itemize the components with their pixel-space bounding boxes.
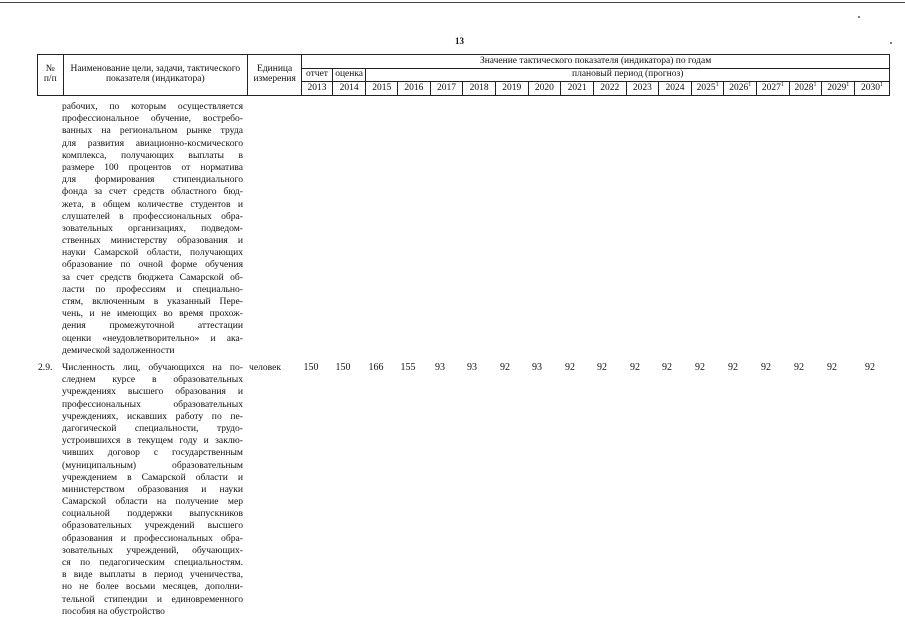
header-year: 2020 xyxy=(528,82,561,96)
description-line: размере 100 процентов от норматива xyxy=(62,161,243,173)
header-year: 2015 xyxy=(366,82,398,96)
description-line: зовательных учреждений, обучающих- xyxy=(62,544,243,556)
description-line: оценки «неудовлетворительно» и ака- xyxy=(62,332,243,344)
header-year: 2013 xyxy=(302,82,333,96)
value-cell: 92 xyxy=(500,362,510,373)
header-year: 2026$^1$ xyxy=(724,82,757,96)
indicator-table-header xyxy=(37,54,890,96)
scan-speck xyxy=(858,16,860,18)
row-number: 2.9. xyxy=(38,362,53,373)
description-line: рабочих, по которым осуществляется xyxy=(62,101,243,112)
description-line: чивших договор с государственным xyxy=(62,447,243,459)
description-line: пособия на обустройство xyxy=(62,605,165,617)
description-line: зовательных организациях, подведом- xyxy=(62,222,243,234)
indicator-description xyxy=(62,101,243,357)
description-line: но не более восьми месяцев, дополни- xyxy=(62,581,243,593)
unit-cell: человек xyxy=(249,362,282,373)
description-line: учреждениях высшего образования и xyxy=(62,386,243,398)
description-line: учреждением в Самарской области и xyxy=(62,471,243,483)
header-report: отчет xyxy=(302,69,333,82)
description-line: дагогической специальности, трудо- xyxy=(62,422,243,434)
value-cell: 92 xyxy=(794,362,804,373)
value-cell: 92 xyxy=(630,362,640,373)
value-cell: 92 xyxy=(865,362,875,373)
value-cell: 150 xyxy=(335,362,351,373)
value-cell: 92 xyxy=(597,362,607,373)
scan-speck xyxy=(890,42,892,44)
description-line: профессиональных образовательных xyxy=(62,398,243,410)
description-line: ся по педагогическим специальностям. xyxy=(62,557,243,568)
description-line: демической задолженности xyxy=(62,344,175,356)
description-line: Численность лиц, обучающихся на по- xyxy=(62,362,243,373)
description-line: комплекса, получающих выплаты в xyxy=(62,149,243,161)
page-number: 13 xyxy=(455,36,464,46)
value-cell: 92 xyxy=(662,362,672,373)
description-line: профессиональное обучение, востребо- xyxy=(62,113,243,125)
header-num: № п/п xyxy=(38,55,64,96)
description-line: для развития авиационно-космического xyxy=(62,137,243,149)
indicator-description xyxy=(62,362,243,618)
value-cell: 93 xyxy=(435,362,445,373)
header-year: 2024 xyxy=(659,82,692,96)
value-cell: 92 xyxy=(761,362,771,373)
description-line: для формирования стипендиального xyxy=(62,174,243,186)
header-year: 2021 xyxy=(561,82,594,96)
value-cell: 93 xyxy=(532,362,542,373)
header-year: 2030$^1$ xyxy=(855,82,890,96)
header-year: 2023 xyxy=(626,82,659,96)
description-line: фонда за счет средств областного бюд- xyxy=(62,186,243,198)
description-line: слушателей в профессиональных обра- xyxy=(62,210,243,222)
description-line: чень, и не имеющих во время прохож- xyxy=(62,308,243,320)
description-line: дения промежуточной аттестации xyxy=(62,320,243,332)
description-line: за счет средств бюджета Самарской об- xyxy=(62,271,243,283)
value-cell: 93 xyxy=(467,362,477,373)
description-line: следнем курсе в образовательных xyxy=(62,374,243,386)
description-line: министерством образования и науки xyxy=(62,483,243,495)
header-year: 2018 xyxy=(463,82,496,96)
description-line: образовательных учреждений высшего xyxy=(62,520,243,532)
header-estimate: оценка xyxy=(332,69,366,82)
description-line: образование по очной форме обучения xyxy=(62,259,243,271)
header-year: 2022 xyxy=(593,82,626,96)
header-year: 2027$^1$ xyxy=(757,82,790,96)
value-cell: 166 xyxy=(368,362,384,373)
header-year: 2019 xyxy=(495,82,528,96)
header-year: 2016 xyxy=(398,82,431,96)
description-line: учреждениях, искавших работу по пе- xyxy=(62,410,243,422)
description-line: жета, в общем количестве студентов и xyxy=(62,198,243,210)
header-name: Наименование цели, задачи, тактического показателя (индикатора) xyxy=(63,55,248,96)
header-year: 2028$^1$ xyxy=(789,82,822,96)
value-cell: 92 xyxy=(827,362,837,373)
value-cell: 92 xyxy=(728,362,738,373)
value-cell: 92 xyxy=(695,362,705,373)
description-line: в виде выплаты в период ученичества, xyxy=(62,569,243,581)
top-rule xyxy=(0,2,905,3)
header-plan: плановый период (прогноз) xyxy=(366,69,890,82)
value-cell: 92 xyxy=(565,362,575,373)
value-cell: 155 xyxy=(400,362,416,373)
description-line: Самарской области на получение мер xyxy=(62,496,243,508)
description-line: стям, включенным в указанный Пере- xyxy=(62,296,243,307)
value-cell: 150 xyxy=(303,362,319,373)
header-year: 2029$^1$ xyxy=(822,82,855,96)
header-unit: Единица измерения xyxy=(248,55,302,96)
description-line: устроившихся в текущем году и заклю- xyxy=(62,435,243,447)
description-line: тельной стипендии и единовременного xyxy=(62,593,243,605)
description-line: ласти по профессиям и специально- xyxy=(62,283,243,295)
description-line: социальной поддержки выпускников xyxy=(62,508,243,520)
description-line: (муниципальным) образовательным xyxy=(62,459,243,471)
header-year: 2014 xyxy=(332,82,366,96)
header-year: 2017 xyxy=(430,82,463,96)
description-line: ванных на региональном рынке труда xyxy=(62,125,243,137)
header-values-title: Значение тактического показателя (индикатора) по годам xyxy=(302,55,890,69)
description-line: образования и профессиональных обра- xyxy=(62,532,243,544)
header-year: 2025$^1$ xyxy=(691,82,724,96)
description-line: ственных министерству образования и xyxy=(62,235,243,247)
description-line: науки Самарской области, получающих xyxy=(62,247,243,259)
